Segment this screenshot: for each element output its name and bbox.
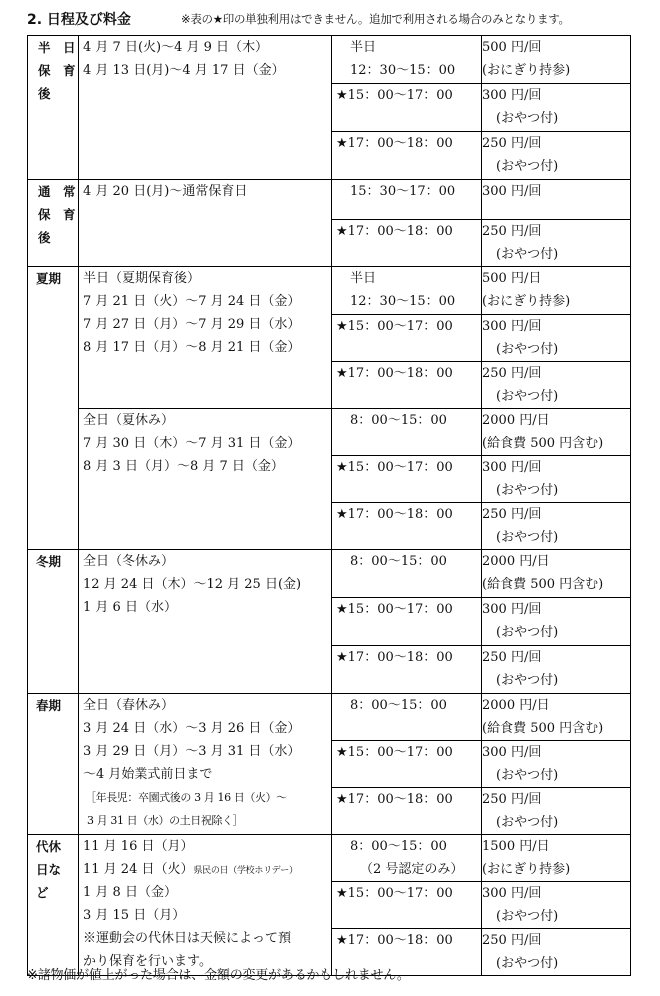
time-cell — [332, 503, 482, 550]
footer-note: ※諸物価が値上がった場合は、金額の変更があるかもしれません。 — [27, 968, 410, 983]
date-line: 4 月 13 日(月)～4 月 17 日（金） — [83, 63, 285, 78]
fee-cell — [482, 362, 631, 409]
fee-line: 300 円/回 — [482, 184, 542, 199]
fee-line: (給食費 500 円含む) — [482, 721, 604, 736]
header-note: ※表の★印の単独利用はできません。追加で利用される場合のみとなります。 — [181, 12, 570, 26]
time-cell — [332, 598, 482, 646]
date-line: 8 月 3 日（月）～8 月 7 日（金） — [83, 459, 284, 474]
table-row — [28, 409, 631, 456]
fee-line: 300 円/回 — [482, 460, 542, 475]
fee-line: (おやつ付) — [496, 673, 559, 688]
dates-cell — [79, 267, 332, 409]
schedule-fee-table — [27, 35, 631, 976]
time-line: ★17：00～18：00 — [336, 792, 453, 807]
time-cell — [332, 267, 482, 315]
fee-cell — [482, 598, 631, 646]
time-line: ★17：00～18：00 — [336, 136, 453, 151]
dates-cell — [79, 694, 332, 835]
time-line: 半日 — [350, 271, 377, 286]
fee-line: 300 円/回 — [482, 602, 542, 617]
date-line: 半日（夏期保育後） — [83, 271, 201, 286]
time-line: ★15：00～17：00 — [336, 886, 453, 901]
fee-cell — [482, 503, 631, 550]
time-line: 12：30～15：00 — [350, 63, 456, 78]
period-cell — [28, 835, 79, 976]
fee-line: (おにぎり持参) — [482, 294, 571, 309]
time-cell — [332, 315, 482, 362]
date-line — [83, 858, 331, 881]
time-line: 8：00～15：00 — [350, 554, 447, 569]
dates-cell — [79, 550, 332, 694]
table-row — [28, 694, 631, 741]
time-line: （2 号認定のみ） — [360, 862, 464, 877]
dates-cell — [79, 409, 332, 550]
period-cell — [28, 36, 79, 180]
date-line: 7 月 21 日（火）～7 月 24 日（金） — [83, 294, 301, 309]
time-cell — [332, 788, 482, 835]
time-line: 8：00～15：00 — [350, 413, 447, 428]
fee-cell — [482, 835, 631, 882]
dates-cell — [79, 835, 332, 976]
fee-line: (給食費 500 円含む) — [482, 577, 604, 592]
date-line: 7 月 27 日（月）～7 月 29 日（水） — [83, 317, 301, 332]
period-label: 後 — [38, 230, 51, 245]
time-line: ★17：00～18：00 — [336, 650, 453, 665]
period-cell — [28, 180, 79, 267]
fee-line: (おやつ付) — [496, 909, 559, 924]
date-line: 4 月 7 日(火)～4 月 9 日（木） — [83, 40, 269, 55]
period-label: 保 育 — [38, 207, 76, 222]
fee-line: 2000 円/日 — [482, 554, 550, 569]
time-line: ★17：00～18：00 — [336, 366, 453, 381]
date-line: 1 月 6 日（水） — [83, 600, 177, 615]
fee-line: (おやつ付) — [496, 625, 559, 640]
fee-line: 300 円/回 — [482, 319, 542, 334]
section-title: 2. 日程及び料金 — [27, 12, 131, 28]
fee-line: 2000 円/日 — [482, 413, 550, 428]
fee-line: 500 円/日 — [482, 271, 542, 286]
time-cell — [332, 36, 482, 84]
fee-cell — [482, 929, 631, 976]
date-line: 全日（冬休み） — [83, 554, 175, 569]
time-line: ★17：00～18：00 — [336, 224, 453, 239]
fee-line: (おやつ付) — [496, 159, 559, 174]
date-line: 3 月 24 日（水）～3 月 26 日（金） — [83, 721, 301, 736]
date-line: 1 月 8 日（金） — [83, 885, 177, 900]
fee-cell — [482, 267, 631, 315]
period-cell — [28, 694, 79, 835]
table-row — [28, 36, 631, 84]
fee-line: 250 円/回 — [482, 650, 542, 665]
time-line: ★15：00～17：00 — [336, 319, 453, 334]
period-label: ど — [36, 885, 49, 900]
fee-cell — [482, 788, 631, 835]
period-cell — [28, 267, 79, 550]
fee-line: 250 円/回 — [482, 136, 542, 151]
fee-line: (おやつ付) — [496, 530, 559, 545]
date-line: 12 月 24 日（木）～12 月 25 日(金) — [83, 577, 302, 592]
date-line: 全日（春休み） — [83, 698, 175, 713]
period-label: 後 — [38, 86, 51, 101]
date-line: 3 月 29 日（月）～3 月 31 日（水） — [83, 744, 301, 759]
table-row — [28, 835, 631, 882]
time-line: ★15：00～17：00 — [336, 88, 453, 103]
period-label: 通 常 — [38, 184, 76, 199]
dates-cell — [79, 180, 332, 267]
time-cell — [332, 132, 482, 180]
time-cell — [332, 180, 482, 220]
table-row — [28, 267, 631, 315]
fee-line: (おやつ付) — [496, 247, 559, 262]
fee-cell — [482, 409, 631, 456]
time-line: ★17：00～18：00 — [336, 933, 453, 948]
time-cell — [332, 741, 482, 788]
date-line: ［年長児：卒園式後の 3 月 16 日（火）～ — [85, 791, 287, 804]
fee-cell — [482, 741, 631, 788]
fee-cell — [482, 646, 631, 694]
time-line: 12：30～15：00 — [350, 294, 456, 309]
time-cell — [332, 646, 482, 694]
page-header — [27, 7, 647, 29]
table-row — [28, 180, 631, 220]
fee-line: 500 円/回 — [482, 40, 542, 55]
holiday-note: 県民の日（学校ホリデー） — [193, 866, 298, 876]
time-line: 8：00～15：00 — [350, 698, 447, 713]
time-line: ★15：00～17：00 — [336, 460, 453, 475]
fee-cell — [482, 180, 631, 220]
period-label: 日な — [36, 862, 62, 877]
date-line: ～4 月始業式前日まで — [83, 767, 213, 782]
time-line: ★15：00～17：00 — [336, 745, 453, 760]
fee-line: 250 円/回 — [482, 933, 542, 948]
date-line: ※運動会の代休日は天候によって預 — [83, 931, 292, 946]
fee-cell — [482, 882, 631, 929]
date-line: 4 月 20 日(月)～通常保育日 — [83, 184, 248, 199]
fee-line: (おにぎり持参) — [482, 862, 571, 877]
time-line: 15：30～17：00 — [350, 184, 456, 199]
fee-line: (おやつ付) — [496, 956, 559, 971]
date-line: 8 月 17 日（月）～8 月 21 日（金） — [83, 340, 301, 355]
period-label: 夏期 — [36, 271, 62, 286]
time-line: ★17：00～18：00 — [336, 507, 453, 522]
time-line: 8：00～15：00 — [350, 839, 447, 854]
time-cell — [332, 362, 482, 409]
fee-line: 1500 円/日 — [482, 839, 550, 854]
date-line: 全日（夏休み） — [83, 413, 175, 428]
fee-line: (おやつ付) — [496, 111, 559, 126]
fee-cell — [482, 220, 631, 267]
fee-line: (おやつ付) — [496, 815, 559, 830]
date-line: 7 月 30 日（木）～7 月 31 日（金） — [83, 436, 301, 451]
period-label: 代休 — [36, 839, 62, 854]
fee-line: 300 円/回 — [482, 886, 542, 901]
time-cell — [332, 220, 482, 267]
date-line: かり保育を行います。 — [83, 954, 212, 969]
dates-cell — [79, 36, 332, 180]
date-text: 11 月 24 日（火） — [83, 862, 194, 877]
date-line: 11 月 16 日（月） — [83, 839, 194, 854]
time-cell — [332, 409, 482, 456]
time-cell — [332, 882, 482, 929]
time-line: ★15：00～17：00 — [336, 602, 453, 617]
fee-line: 300 円/回 — [482, 88, 542, 103]
fee-line: (給食費 500 円含む) — [482, 436, 604, 451]
fee-line: (おやつ付) — [496, 768, 559, 783]
time-cell — [332, 550, 482, 598]
time-cell — [332, 456, 482, 503]
fee-line: 250 円/回 — [482, 792, 542, 807]
date-line: 3 月 15 日（月） — [83, 908, 186, 923]
time-line: 半日 — [350, 40, 377, 55]
fee-line: 250 円/回 — [482, 366, 542, 381]
period-label: 保 育 — [38, 63, 76, 78]
fee-cell — [482, 36, 631, 84]
fee-line: 250 円/回 — [482, 507, 542, 522]
date-line: 3 月 31 日（水）の土日祝除く］ — [87, 814, 244, 827]
fee-line: 250 円/回 — [482, 224, 542, 239]
table-row — [28, 550, 631, 598]
fee-cell — [482, 315, 631, 362]
time-cell — [332, 694, 482, 741]
period-label: 冬期 — [36, 554, 62, 569]
fee-line: 2000 円/日 — [482, 698, 550, 713]
fee-line: (おにぎり持参) — [482, 63, 571, 78]
period-label: 半 日 — [38, 40, 76, 55]
fee-line: (おやつ付) — [496, 342, 559, 357]
time-cell — [332, 84, 482, 132]
fee-cell — [482, 84, 631, 132]
period-cell — [28, 550, 79, 694]
period-label: 春期 — [36, 698, 62, 713]
fee-cell — [482, 456, 631, 503]
fee-cell — [482, 550, 631, 598]
fee-line: (おやつ付) — [496, 483, 559, 498]
fee-cell — [482, 132, 631, 180]
fee-line: 300 円/回 — [482, 745, 542, 760]
fee-line: (おやつ付) — [496, 389, 559, 404]
time-cell — [332, 835, 482, 882]
fee-cell — [482, 694, 631, 741]
